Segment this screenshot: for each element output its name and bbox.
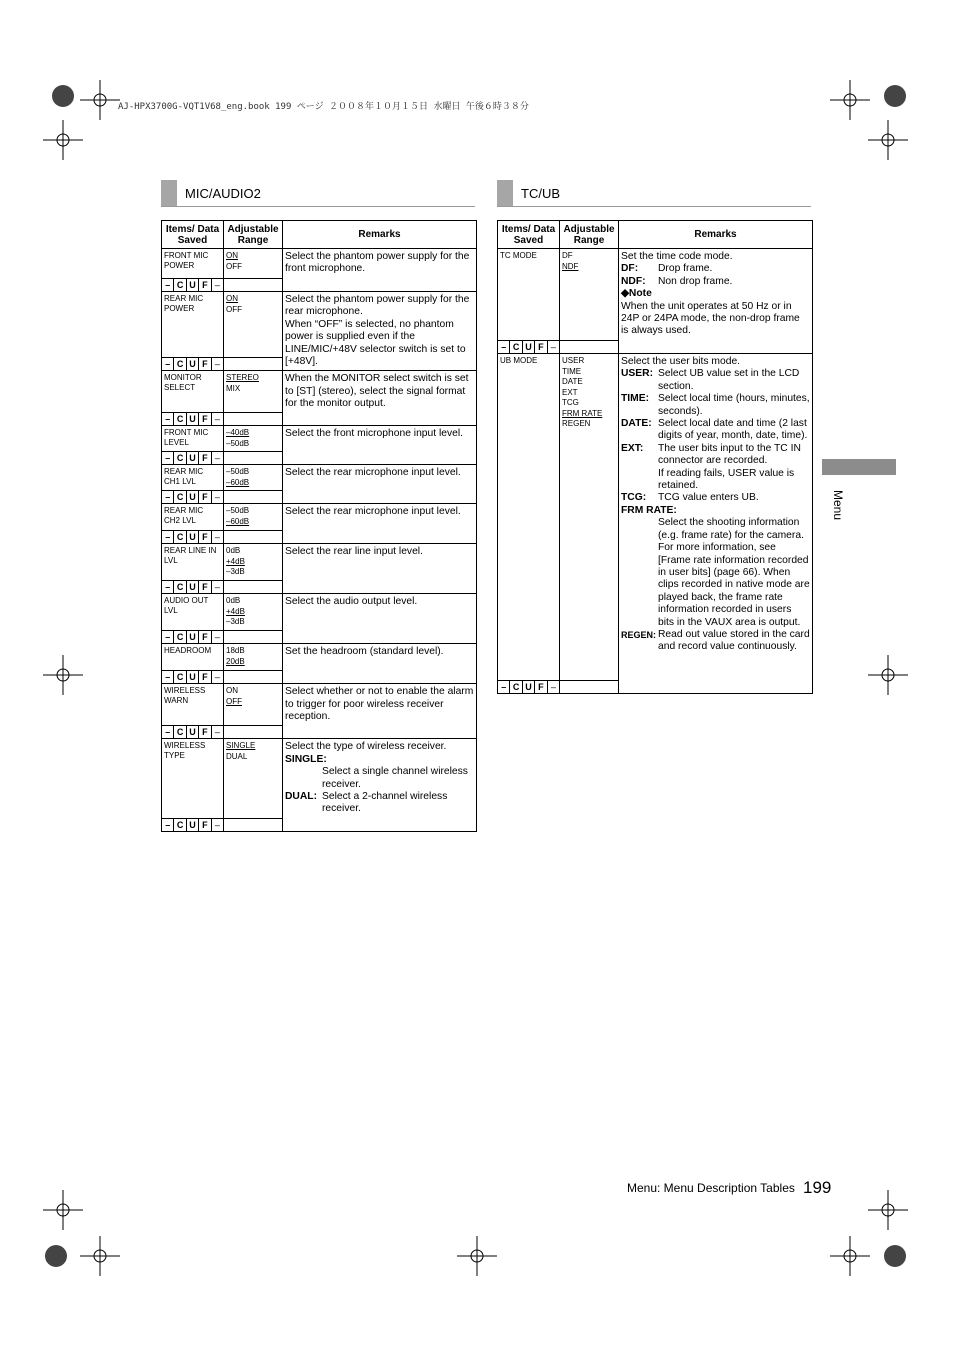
- section-title: TC/UB: [521, 185, 560, 201]
- mic-audio2-section: [161, 180, 475, 832]
- definition-term: DATE:: [621, 418, 652, 430]
- range-option: OFF: [226, 696, 242, 706]
- table-row: [162, 739, 477, 832]
- data-saved-flags: [162, 580, 223, 593]
- range-option: ON: [226, 251, 238, 260]
- item-cell: [162, 465, 224, 504]
- item-name: REAR MIC POWER: [164, 294, 204, 313]
- tc-ub-table: [497, 220, 813, 694]
- definition-desc: Select a 2-channel wireless receiver.: [322, 791, 448, 815]
- range-cell: [224, 426, 283, 465]
- range-option: 0dB: [226, 596, 241, 606]
- crosshair-icon: [830, 80, 870, 120]
- data-saved-flag: F: [199, 491, 211, 503]
- table-row: [498, 354, 813, 694]
- item-name: REAR MIC CH1 LVL: [164, 467, 204, 487]
- definition-item: [285, 791, 474, 816]
- data-saved-flag: C: [510, 341, 522, 353]
- remarks-text: Select the rear microphone input level.: [285, 467, 461, 479]
- range-option: TCG: [562, 398, 579, 407]
- definition-item: [285, 754, 474, 791]
- data-saved-flag: –: [162, 581, 174, 593]
- range-option: –3dB: [226, 617, 245, 627]
- data-saved-flag: –: [214, 582, 220, 593]
- crosshair-icon: [43, 655, 83, 695]
- data-saved-flag: F: [199, 279, 211, 291]
- range-cell: [560, 354, 619, 694]
- remarks-text: Set the headroom (standard level).: [285, 646, 444, 658]
- definition-desc: The user bits input to the TC IN connector are recorded. If reading fails, USER value is retained.: [658, 442, 801, 492]
- item-name: REAR LINE IN LVL: [164, 546, 217, 566]
- data-saved-flag: –: [162, 726, 174, 738]
- item-name: UB MODE: [500, 356, 538, 365]
- item-cell: [162, 426, 224, 465]
- range-cell: [224, 544, 283, 594]
- remarks-text: Select the rear microphone input level.: [285, 506, 461, 518]
- col-header-remarks: Remarks: [283, 221, 477, 249]
- data-saved-flag: –: [162, 358, 174, 370]
- definition-desc: TCG value enters UB.: [658, 492, 759, 504]
- definition-term: FRM RATE:: [621, 504, 677, 516]
- table-row: [162, 292, 477, 371]
- data-saved-flag: U: [523, 341, 535, 353]
- data-saved-flag: C: [174, 671, 186, 683]
- table-row: [162, 594, 477, 644]
- remarks-cell: [283, 504, 477, 544]
- data-saved-flag: U: [187, 452, 199, 464]
- definition-term: SINGLE:: [285, 753, 327, 765]
- data-saved-flag: –: [214, 414, 220, 425]
- crosshair-icon: [80, 80, 120, 120]
- range-cell-footer: [224, 490, 282, 503]
- heading-marker: [497, 180, 513, 206]
- data-saved-flag: –: [162, 491, 174, 503]
- item-cell: [162, 292, 224, 371]
- data-saved-flag: C: [174, 531, 186, 543]
- crosshair-icon: [80, 1236, 120, 1276]
- remarks-cell: [283, 644, 477, 684]
- data-saved-flag: U: [187, 671, 199, 683]
- item-cell: [498, 249, 560, 354]
- data-saved-flags: [498, 680, 559, 693]
- data-saved-flags: [162, 490, 223, 503]
- remarks-text: Select the audio output level.: [285, 596, 418, 608]
- remarks-cell: [283, 739, 477, 832]
- table-row: [498, 249, 813, 354]
- remarks-text: Select the type of wireless receiver.: [285, 741, 447, 753]
- definition-desc: Select local time (hours, minutes, seconds).: [658, 393, 810, 417]
- range-cell: [224, 371, 283, 426]
- remarks-cell: [283, 594, 477, 644]
- definition-desc: Select local date and time (2 last digits of year, month, date, time).: [658, 418, 808, 442]
- data-saved-flag: C: [174, 631, 186, 643]
- range-option: –60dB: [226, 477, 250, 487]
- definition-term: NDF:: [621, 275, 646, 287]
- range-cell: [224, 504, 283, 544]
- definition-item: [621, 368, 810, 393]
- data-saved-flag: –: [162, 631, 174, 643]
- item-name: REAR MIC CH2 LVL: [164, 506, 204, 526]
- definition-desc: Select the shooting information (e.g. frame rate) for the camera. For more information, see [Frame rate information recorded in user bits] (page 66). When clips recorded in native mode are played back, the frame rate information recorded in users bits in the VAUX area is output.: [658, 517, 810, 628]
- data-saved-flags: [162, 357, 223, 370]
- data-saved-flag: –: [214, 727, 220, 738]
- definition-item: [621, 629, 810, 654]
- range-cell: [224, 465, 283, 504]
- data-saved-flag: C: [174, 413, 186, 425]
- data-saved-flag: F: [199, 819, 211, 831]
- range-cell-footer: [560, 680, 618, 693]
- remarks-text: Select the phantom power supply for the front microphone.: [285, 251, 470, 275]
- data-saved-flag: –: [214, 820, 220, 831]
- range-option: –50dB: [226, 467, 250, 477]
- data-saved-flag: C: [174, 358, 186, 370]
- range-option: ON: [226, 294, 238, 303]
- range-cell-footer: [224, 580, 282, 593]
- data-saved-flags: [162, 451, 223, 464]
- table-row: [162, 465, 477, 504]
- remarks-cell: [283, 544, 477, 594]
- side-tab-label: Menu: [831, 490, 845, 521]
- print-crop-header: AJ-HPX3700G-VQT1V68_eng.book 199 ページ ２００８年１０月１５日 水曜日 午後６時３８分: [118, 102, 529, 112]
- range-cell-footer: [224, 278, 282, 291]
- col-header-items: Items/ Data Saved: [162, 221, 224, 249]
- data-saved-flags: [162, 818, 223, 831]
- data-saved-flag: C: [174, 726, 186, 738]
- data-saved-flag: U: [187, 279, 199, 291]
- data-saved-flag: U: [523, 681, 535, 693]
- crosshair-icon: [457, 1236, 497, 1276]
- remarks-text: Select the user bits mode.: [621, 356, 741, 367]
- item-name: TC MODE: [500, 251, 537, 260]
- definition-item: [621, 505, 810, 629]
- range-cell-footer: [224, 530, 282, 543]
- range-option: STEREO: [226, 373, 259, 383]
- remarks-text: Set the time code mode.: [621, 251, 733, 262]
- item-cell: [162, 504, 224, 544]
- data-saved-flag: –: [498, 681, 510, 693]
- definition-desc: Select UB value set in the LCD section.: [658, 368, 800, 392]
- table-row: [162, 371, 477, 426]
- item-name: MONITOR SELECT: [164, 373, 202, 393]
- item-name: WIRELESS TYPE: [164, 741, 206, 761]
- range-cell: [224, 684, 283, 739]
- range-cell-footer: [560, 340, 618, 353]
- range-option: DF: [562, 251, 573, 260]
- range-option: 20dB: [226, 656, 245, 666]
- data-saved-flag: –: [550, 682, 556, 692]
- col-header-range: Adjustable Range: [224, 221, 283, 249]
- range-option: +4dB: [226, 556, 245, 566]
- data-saved-flag: U: [187, 726, 199, 738]
- data-saved-flag: –: [214, 492, 220, 503]
- range-cell: [224, 249, 283, 292]
- registration-mark-icon: [875, 1236, 915, 1276]
- item-name: FRONT MIC LEVEL: [164, 428, 209, 448]
- range-option: SINGLE: [226, 741, 256, 751]
- data-saved-flag: F: [535, 341, 547, 353]
- remarks-cell: [619, 354, 813, 694]
- range-option: DATE: [562, 377, 583, 386]
- range-cell: [224, 644, 283, 684]
- crosshair-icon: [868, 120, 908, 160]
- range-option: ON: [226, 686, 238, 696]
- range-option: –50dB: [226, 506, 250, 516]
- tc-ub-section: [497, 180, 811, 694]
- range-option: NDF: [562, 261, 579, 271]
- range-option: REGEN: [562, 419, 591, 428]
- table-row: [162, 426, 477, 465]
- data-saved-flag: U: [187, 358, 199, 370]
- remarks-text: Select the rear line input level.: [285, 546, 423, 558]
- table-row: [162, 504, 477, 544]
- remarks-cell: [283, 292, 477, 371]
- item-name: FRONT MIC POWER: [164, 251, 209, 270]
- data-saved-flags: [162, 725, 223, 738]
- data-saved-flag: –: [550, 342, 556, 352]
- remarks-cell: [283, 371, 477, 426]
- data-saved-flag: –: [214, 672, 220, 683]
- definition-item: [621, 276, 810, 288]
- data-saved-flag: F: [199, 631, 211, 643]
- data-saved-flag: –: [162, 819, 174, 831]
- remarks-text: When the MONITOR select switch is set to [ST] (stereo), select the signal format for the monitor output.: [285, 373, 469, 410]
- range-option: –3dB: [226, 567, 245, 577]
- col-header-range: Adjustable Range: [560, 221, 619, 249]
- definition-item: [621, 443, 810, 493]
- data-saved-flag: –: [214, 532, 220, 543]
- definition-item: [621, 393, 810, 418]
- range-option: USER: [562, 356, 585, 365]
- note-text: When the unit operates at 50 Hz or in 24P or 24PA mode, the non-drop frame is always used.: [621, 300, 800, 337]
- crosshair-icon: [868, 655, 908, 695]
- data-saved-flag: –: [498, 341, 510, 353]
- definition-term: DF:: [621, 263, 639, 275]
- item-cell: [162, 644, 224, 684]
- definition-term: TCG:: [621, 492, 647, 504]
- definition-item: [621, 492, 810, 504]
- item-cell: [162, 544, 224, 594]
- range-cell-footer: [224, 818, 282, 831]
- data-saved-flag: –: [214, 359, 220, 370]
- definition-term: REGEN:: [621, 629, 657, 640]
- note-label: ◆Note: [621, 288, 652, 300]
- data-saved-flag: –: [214, 453, 220, 464]
- remarks-text: Select the front microphone input level.: [285, 428, 464, 440]
- data-saved-flag: C: [174, 819, 186, 831]
- remarks-cell: [619, 249, 813, 354]
- item-cell: [162, 249, 224, 292]
- data-saved-flag: F: [199, 726, 211, 738]
- range-cell-footer: [224, 357, 282, 370]
- range-cell-footer: [224, 670, 282, 683]
- table-row: [162, 644, 477, 684]
- table-row: [162, 684, 477, 739]
- data-saved-flag: –: [162, 671, 174, 683]
- definition-term: DUAL:: [285, 791, 318, 803]
- data-saved-flags: [162, 412, 223, 425]
- data-saved-flag: –: [162, 531, 174, 543]
- col-header-remarks: Remarks: [619, 221, 813, 249]
- data-saved-flag: F: [199, 452, 211, 464]
- table-row: [162, 544, 477, 594]
- range-option: 18dB: [226, 646, 245, 656]
- definition-desc: Select a single channel wireless receiver.: [322, 766, 468, 790]
- side-tab-marker: [822, 459, 896, 475]
- data-saved-flag: F: [199, 413, 211, 425]
- data-saved-flags: [162, 530, 223, 543]
- data-saved-flags: [162, 630, 223, 643]
- item-cell: [498, 354, 560, 694]
- range-option: OFF: [226, 261, 242, 271]
- range-cell-footer: [224, 451, 282, 464]
- section-heading: [497, 180, 811, 207]
- registration-mark-icon: [875, 76, 915, 116]
- registration-mark-icon: [36, 1236, 76, 1276]
- registration-mark-icon: [43, 76, 83, 116]
- data-saved-flags: [498, 340, 559, 353]
- definition-desc: Drop frame.: [658, 263, 713, 275]
- range-option: +4dB: [226, 606, 245, 616]
- section-title: MIC/AUDIO2: [185, 185, 261, 201]
- range-option: –50dB: [226, 438, 250, 448]
- definition-term: USER:: [621, 368, 654, 380]
- range-option: –60dB: [226, 516, 250, 526]
- range-cell-footer: [224, 725, 282, 738]
- remarks-cell: [283, 684, 477, 739]
- data-saved-flags: [162, 278, 223, 291]
- range-option: MIX: [226, 383, 241, 393]
- item-cell: [162, 684, 224, 739]
- item-cell: [162, 739, 224, 832]
- data-saved-flag: U: [187, 491, 199, 503]
- range-option: OFF: [226, 304, 242, 314]
- footer-title: Menu: Menu Description Tables: [627, 1181, 795, 1195]
- range-option: –40dB: [226, 428, 250, 438]
- table-row: [162, 249, 477, 292]
- heading-marker: [161, 180, 177, 206]
- data-saved-flag: F: [199, 531, 211, 543]
- data-saved-flag: C: [174, 279, 186, 291]
- definition-desc: Non drop frame.: [658, 275, 733, 287]
- data-saved-flag: U: [187, 631, 199, 643]
- data-saved-flag: U: [187, 581, 199, 593]
- data-saved-flag: C: [174, 491, 186, 503]
- data-saved-flag: U: [187, 819, 199, 831]
- data-saved-flag: F: [199, 358, 211, 370]
- definition-item: [621, 418, 810, 443]
- range-cell: [224, 594, 283, 644]
- data-saved-flag: C: [510, 681, 522, 693]
- data-saved-flag: –: [162, 279, 174, 291]
- crosshair-icon: [830, 1236, 870, 1276]
- section-heading: [161, 180, 475, 207]
- data-saved-flag: –: [162, 452, 174, 464]
- range-option: TIME: [562, 366, 582, 376]
- data-saved-flag: F: [199, 671, 211, 683]
- range-cell: [560, 249, 619, 354]
- data-saved-flags: [162, 670, 223, 683]
- data-saved-flag: U: [187, 531, 199, 543]
- item-cell: [162, 594, 224, 644]
- mic-audio2-table: [161, 220, 477, 832]
- data-saved-flag: –: [214, 280, 220, 290]
- data-saved-flag: –: [162, 413, 174, 425]
- data-saved-flag: F: [199, 581, 211, 593]
- remarks-cell: [283, 249, 477, 292]
- range-cell: [224, 292, 283, 371]
- definition-term: EXT:: [621, 442, 644, 454]
- remarks-text: Select whether or not to enable the alarm to trigger for poor wireless receiver reception.: [285, 686, 474, 723]
- remarks-text: Select the phantom power supply for the rear microphone. When “OFF” is selected, no phantom power is supplied even if the LINE/MIC/+48V selector switch is set to [+48V].: [285, 294, 470, 368]
- crosshair-icon: [43, 120, 83, 160]
- range-option: EXT: [562, 387, 578, 397]
- range-cell-footer: [224, 630, 282, 643]
- data-saved-flag: C: [174, 581, 186, 593]
- range-option: 0dB: [226, 546, 241, 556]
- data-saved-flag: F: [535, 681, 547, 693]
- range-cell: [224, 739, 283, 832]
- item-name: WIRELESS WARN: [164, 686, 206, 706]
- definition-term: TIME:: [621, 393, 650, 405]
- item-name: HEADROOM: [164, 646, 212, 656]
- data-saved-flag: U: [187, 413, 199, 425]
- crosshair-icon: [43, 1190, 83, 1230]
- range-cell-footer: [224, 412, 282, 425]
- remarks-cell: [283, 426, 477, 465]
- data-saved-flag: –: [214, 632, 220, 643]
- range-option: DUAL: [226, 751, 248, 761]
- item-name: AUDIO OUT LVL: [164, 596, 209, 616]
- remarks-cell: [283, 465, 477, 504]
- page-number: 199: [803, 1178, 832, 1197]
- definition-desc: Read out value stored in the card and record value continuously.: [658, 628, 810, 653]
- range-option: FRM RATE: [562, 408, 603, 418]
- col-header-items: Items/ Data Saved: [498, 221, 560, 249]
- crosshair-icon: [868, 1190, 908, 1230]
- definition-item: [621, 263, 810, 275]
- data-saved-flag: C: [174, 452, 186, 464]
- item-cell: [162, 371, 224, 426]
